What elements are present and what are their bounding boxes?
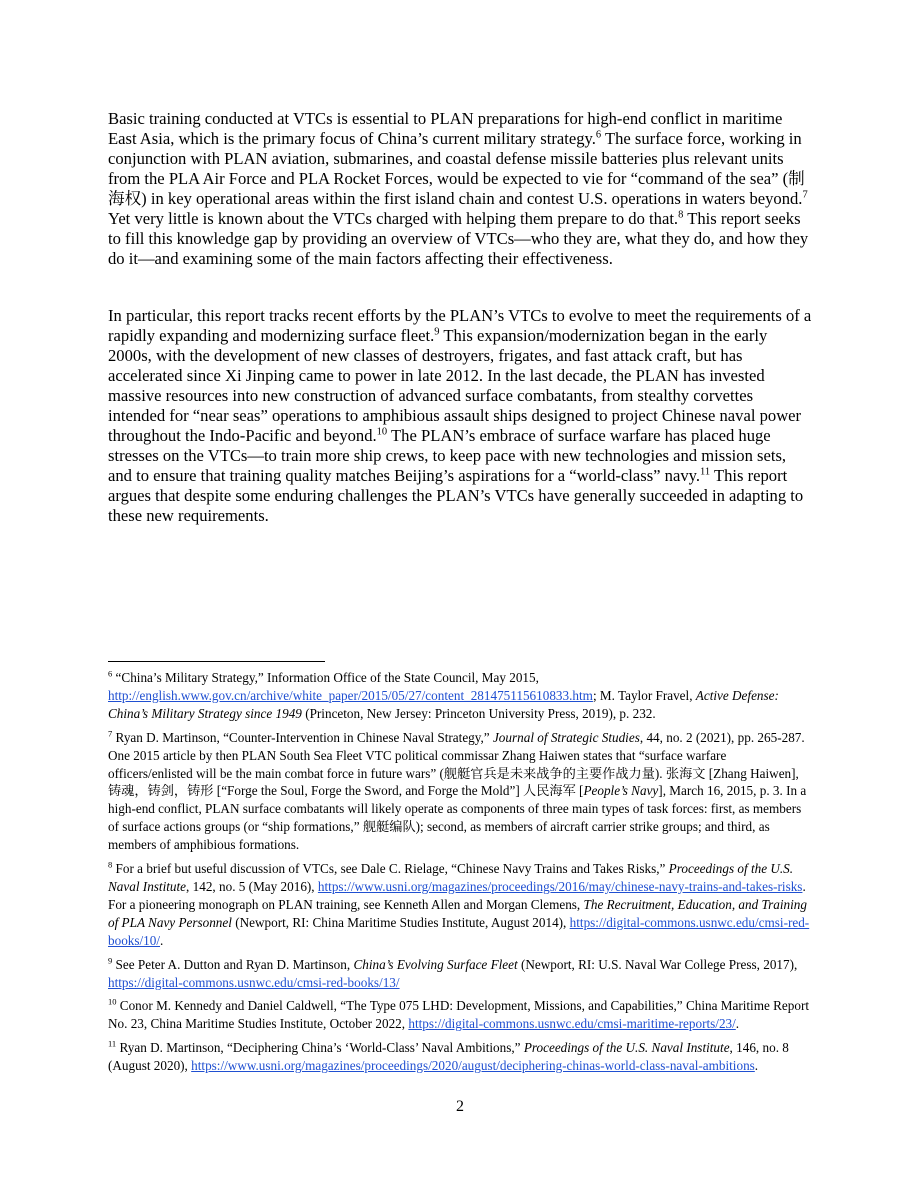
footnote-title: People’s Navy — [583, 783, 659, 799]
footnote-number: 10 — [108, 997, 117, 1008]
paragraph-text: In particular, this report tracks recent efforts by the PLAN’s VTCs to evolve to meet the requirements of a rapidly expanding and modernizing surface fleet. — [108, 306, 812, 345]
footnote-link[interactable]: https://digital-commons.usnwc.edu/cmsi-red-books/13/ — [108, 974, 400, 990]
footnote-6 — [108, 669, 814, 723]
body-paragraph-1 — [108, 109, 814, 269]
footnote-title: Active Defense: China’s Military Strategy since 1949 — [108, 687, 779, 721]
footnote-text: See Peter A. Dutton and Ryan D. Martinson, — [112, 956, 354, 972]
footnote-number: 6 — [108, 668, 113, 679]
footnote-text: . — [754, 1058, 759, 1074]
paragraph-text: Basic training conducted at VTCs is essential to PLAN preparations for high-end conflict in maritime East Asia, which is the primary focus of China’s current military strategy. — [108, 109, 783, 148]
footnote-text: ], March 16, 2015, p. 3. In a high-end conflict, PLAN surface combatants will likely operate as components of three main types of task forces: first, as members of surface actions groups (or “ship formations,” 舰艇编队); second, as members of aircraft carrier strike groups; and third, as members of amphibious formations. — [108, 783, 807, 853]
footnote-10 — [108, 997, 814, 1033]
footnote-link[interactable]: https://www.usni.org/magazines/proceedings/2016/may/chinese-navy-trains-and-takes-risks — [317, 878, 803, 894]
footnote-text: “China’s Military Strategy,” Information Office of the State Council, May 2015, — [112, 670, 539, 685]
footnote-text: Ryan D. Martinson, “Deciphering China’s ‘World-Class’ Naval Ambitions,” — [116, 1040, 524, 1056]
footnote-title: Journal of Strategic Studies — [492, 729, 640, 745]
footnote-link[interactable]: https://www.usni.org/magazines/proceedings/2020/august/deciphering-chinas-world-class-naval-ambitions — [191, 1058, 755, 1074]
footnote-number: 11 — [108, 1038, 117, 1049]
footnote-text: (Newport, RI: China Maritime Studies Institute, August 2014), — [231, 914, 570, 930]
footnote-11 — [108, 1039, 814, 1075]
footnote-ref-10[interactable]: 10 — [376, 426, 388, 438]
footnote-separator — [108, 661, 325, 662]
footnote-ref-11[interactable]: 11 — [700, 466, 711, 478]
footnote-ref-9[interactable]: 9 — [434, 326, 440, 338]
footnote-ref-8[interactable]: 8 — [678, 209, 684, 221]
paragraph-text: The PLAN’s embrace of surface warfare has placed huge stresses on the VTCs—to train more ship crews, to keep pace with new technologies and mission sets, and to ensure that training quality matches Beijing’s aspirations for a “world-class” navy. — [108, 426, 787, 485]
page-number: 2 — [456, 1098, 464, 1115]
footnote-link[interactable]: https://digital-commons.usnwc.edu/cmsi-maritime-reports/23/ — [408, 1016, 736, 1032]
footnote-9 — [108, 956, 814, 992]
footnote-text: (Princeton, New Jersey: Princeton University Press, 2019), p. 232. — [301, 705, 656, 721]
footnote-text: , 44, no. 2 (2021), pp. 265-287. One 2015 article by then PLAN South Sea Fleet VTC political commissar Zhang Haiwen states that “surface warfare officers/enlisted will be the main combat force in future wars” (舰艇官兵是未来战争的主要作战力量). 张海文 [Zhang Haiwen], 铸魂，铸剑，铸形 [“Forge the Soul, Forge the Sword, and Forge the Mold”] 人民海军 [ — [108, 729, 805, 799]
footnote-7 — [108, 729, 814, 854]
footnote-ref-7[interactable]: 7 — [802, 189, 808, 201]
footnote-text: , 146, no. 8 (August 2020), — [108, 1040, 789, 1074]
body-paragraph-2 — [108, 306, 814, 526]
footnote-number: 8 — [108, 859, 113, 870]
footnote-text: . For a pioneering monograph on PLAN training, see Kenneth Allen and Morgan Clemens, — [108, 878, 806, 912]
paragraph-text: This report argues that despite some enduring challenges the PLAN’s VTCs have generally succeeded in adapting to these new requirements. — [108, 466, 804, 525]
footnote-number: 7 — [108, 728, 113, 739]
footnote-link[interactable]: http://english.www.gov.cn/archive/white_paper/2015/05/27/content_281475115610833.htm — [108, 687, 593, 703]
footnote-text: For a brief but useful discussion of VTCs, see Dale C. Rielage, “Chinese Navy Trains and Takes Risks,” — [112, 861, 669, 877]
footnote-text: ; M. Taylor Fravel, — [592, 687, 696, 703]
paragraph-text: Yet very little is known about the VTCs charged with helping them prepare to do that. — [108, 209, 679, 228]
footnote-title: Proceedings of the U.S. Naval Institute — [523, 1040, 730, 1056]
footnote-ref-6[interactable]: 6 — [595, 129, 602, 141]
paragraph-text: This expansion/modernization began in the early 2000s, with the development of new classes of destroyers, frigates, and fast attack craft, but has accelerated since Xi Jinping came to power in late 2012. In the last decade, the PLAN has invested massive resources into new construction of advanced surface combatants, from stealthy corvettes intended for “near seas” operations to amphibious assault ships designed to project Chinese naval power throughout the Indo-Pacific and beyond. — [108, 326, 802, 445]
footnote-number: 9 — [108, 955, 113, 966]
footnote-text: Conor M. Kennedy and Daniel Caldwell, “The Type 075 LHD: Development, Missions, and Capabilities,” China Maritime Report No. 23, China Maritime Studies Institute, October 2022, — [108, 998, 810, 1032]
footnote-link[interactable]: https://digital-commons.usnwc.edu/cmsi-red-books/10/ — [108, 914, 810, 948]
footnote-text: Ryan D. Martinson, “Counter-Intervention in Chinese Naval Strategy,” — [112, 729, 493, 745]
footnote-text: . — [160, 932, 164, 948]
footnote-title: China’s Evolving Surface Fleet — [353, 956, 518, 972]
footnote-title: The Recruitment, Education, and Training of PLA Navy Personnel — [108, 896, 807, 930]
paragraph-text: This report seeks to fill this knowledge gap by providing an overview of VTCs—who they are, what they do, and how they do it—and examining some of the main factors affecting their effectiveness. — [108, 209, 809, 268]
footnote-text: , 142, no. 5 (May 2016), — [186, 878, 318, 894]
paragraph-text: The surface force, working in conjunction with PLAN aviation, submarines, and coastal defense missile batteries plus relevant units from the PLA Air Force and PLA Rocket Forces, would be expected to vie for “command of the sea” (制海权) in key operational areas within the first island chain and contest U.S. operations in waters beyond. — [108, 129, 805, 208]
footnote-text: (Newport, RI: U.S. Naval War College Press, 2017), — [517, 956, 798, 972]
footnote-title: Proceedings of the U.S. Naval Institute — [108, 861, 794, 894]
footnote-8 — [108, 860, 814, 950]
footnote-text: . — [735, 1016, 740, 1032]
footnotes — [108, 669, 814, 1081]
